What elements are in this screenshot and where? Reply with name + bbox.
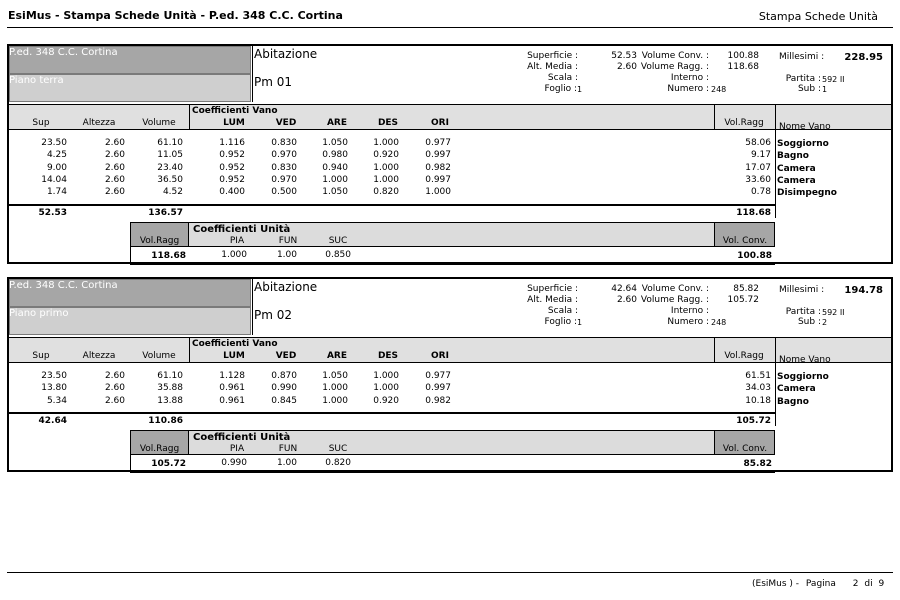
unit-value-volragg: 118.68: [151, 250, 186, 261]
row-altezza: 2.60: [104, 383, 125, 394]
millesimi-label: Millesimi :: [779, 285, 825, 295]
coeff-vano-title: Coefficienti Vano: [192, 106, 278, 116]
partita-label: Partita :: [785, 74, 821, 84]
row-des: 1.000: [373, 162, 399, 173]
unit-value-suc: 0.820: [325, 457, 351, 468]
unit-header-volragg: Vol.Ragg: [139, 235, 180, 246]
coeff-vano-divider: [189, 104, 190, 130]
row-ori: 0.977: [425, 371, 451, 381]
row-ved: 0.845: [271, 395, 297, 406]
millesimi-value: 228.95: [844, 52, 883, 63]
col-header-ved: VED: [275, 118, 297, 128]
col-header-des: DES: [377, 118, 399, 128]
info-label-volume_conv: Volume Conv. :: [641, 51, 709, 61]
pm-label: Pm 02: [254, 308, 293, 322]
info-value-numero: 248: [711, 318, 727, 327]
col-header-sup: Sup: [32, 118, 50, 128]
total-volragg: 118.68: [736, 207, 771, 218]
footer-app: (EsiMus ) -: [752, 579, 800, 589]
row-sup: 1.74: [46, 187, 67, 198]
unit-value-suc: 0.850: [325, 249, 351, 260]
row-are: 1.050: [322, 187, 348, 198]
row-ved: 0.500: [271, 187, 297, 198]
footer-page-label: Pagina: [805, 579, 836, 589]
partita-value: 592 II: [822, 75, 845, 84]
header-divider: [7, 27, 893, 28]
unit-header-fun: FUN: [278, 235, 298, 246]
row-des: 0.820: [373, 187, 399, 198]
unit-value-fun: 1.00: [276, 249, 297, 260]
row-des: 1.000: [373, 138, 399, 148]
info-label-interno: Interno :: [670, 73, 709, 83]
row-altezza: 2.60: [104, 162, 125, 173]
ped-label: P.ed. 348 C.C. Cortina: [9, 280, 118, 291]
unit-header-pia: PIA: [229, 443, 245, 454]
unit-value-volragg: 105.72: [151, 458, 186, 469]
row-des: 0.920: [373, 395, 399, 406]
footer-of-label: di: [864, 579, 873, 589]
col-header-nome-vano: Nome Vano: [779, 355, 831, 365]
row-ori: 0.982: [425, 395, 451, 406]
info-label-alt_media: Alt. Media :: [527, 295, 578, 305]
row-ori: 1.000: [425, 187, 451, 198]
info-label-volume_ragg: Volume Ragg. :: [640, 295, 709, 305]
row-are: 1.050: [322, 371, 348, 381]
row-ved: 0.830: [271, 138, 297, 148]
coeff-unita-title: Coefficienti Unità: [193, 223, 291, 235]
row-are: 1.000: [322, 395, 348, 406]
info-value-superficie: 52.53: [611, 51, 637, 61]
sub-value: 1: [822, 85, 828, 94]
partita-label: Partita :: [785, 307, 821, 317]
info-value-alt_media: 2.60: [616, 295, 637, 305]
unit-header-suc: SUC: [328, 235, 348, 246]
col-header-nome-vano: Nome Vano: [779, 122, 831, 132]
row-lum: 0.952: [219, 150, 245, 161]
col-header-ved: VED: [275, 351, 297, 361]
row-ori: 0.997: [425, 383, 451, 394]
report-title: EsiMus - Stampa Schede Unità - P.ed. 348 C.C. Cortina: [8, 9, 343, 22]
row-lum: 0.961: [219, 383, 245, 394]
info-value-volume_conv: 85.82: [733, 284, 759, 294]
row-volragg: 33.60: [745, 174, 771, 185]
col-header-volume: Volume: [142, 118, 176, 128]
info-value-foglio: 1: [577, 318, 583, 327]
info-label-superficie: Superficie :: [527, 51, 578, 61]
footer-total-pages: 9: [878, 579, 885, 589]
row-altezza: 2.60: [104, 395, 125, 406]
col-header-altezza: Altezza: [82, 351, 116, 361]
row-are: 1.000: [322, 383, 348, 394]
row-volume: 36.50: [157, 174, 183, 185]
volragg-divider: [714, 104, 715, 130]
totals-divider: [9, 204, 775, 206]
row-sup: 9.00: [46, 162, 67, 173]
info-label-superficie: Superficie :: [527, 284, 578, 294]
page-footer: [752, 580, 884, 589]
row-nome-vano: Disimpegno: [777, 188, 837, 199]
header-separator: [252, 279, 253, 335]
total-volume: 136.57: [148, 207, 183, 218]
row-altezza: 2.60: [104, 138, 125, 148]
info-label-foglio: Foglio :: [544, 84, 577, 94]
info-label-interno: Interno :: [670, 306, 709, 316]
row-ved: 0.970: [271, 174, 297, 185]
ped-label: P.ed. 348 C.C. Cortina: [9, 47, 118, 58]
total-volragg: 105.72: [736, 415, 771, 426]
row-nome-vano: Bagno: [777, 396, 809, 407]
row-volragg: 58.06: [745, 138, 771, 148]
row-des: 1.000: [373, 383, 399, 394]
total-volume: 110.86: [148, 415, 183, 426]
unit-card-body: [9, 46, 891, 262]
total-sup: 42.64: [38, 415, 67, 426]
row-volragg: 61.51: [745, 371, 771, 381]
row-sup: 5.34: [46, 395, 67, 406]
row-volume: 35.88: [157, 383, 183, 394]
info-value-volume_conv: 100.88: [727, 51, 759, 61]
sub-label: Sub :: [797, 317, 821, 327]
row-volume: 13.88: [157, 395, 183, 406]
partita-value: 592 II: [822, 308, 845, 317]
row-ved: 0.970: [271, 150, 297, 161]
coeff-unita-bottom: [130, 472, 775, 473]
row-are: 0.980: [322, 150, 348, 161]
volragg-divider: [714, 337, 715, 363]
unit-card-body: [9, 279, 891, 470]
row-nome-vano: Soggiorno: [777, 372, 829, 382]
row-des: 1.000: [373, 174, 399, 185]
row-altezza: 2.60: [104, 187, 125, 198]
row-volume: 11.05: [157, 150, 183, 161]
info-label-volume_conv: Volume Conv. :: [641, 284, 709, 294]
unit-header-pia: PIA: [229, 235, 245, 246]
col-header-volume: Volume: [142, 351, 176, 361]
col-header-altezza: Altezza: [82, 118, 116, 128]
row-are: 1.050: [322, 138, 348, 148]
millesimi-label: Millesimi :: [779, 52, 825, 62]
row-volragg: 0.78: [750, 187, 771, 198]
info-label-foglio: Foglio :: [544, 317, 577, 327]
millesimi-value: 194.78: [844, 285, 883, 296]
row-nome-vano: Camera: [777, 163, 816, 174]
unit-card: [7, 44, 893, 264]
unit-header-volconv: Vol. Conv.: [722, 235, 768, 246]
unit-value-volconv: 100.88: [737, 250, 772, 261]
unit-header-volconv: Vol. Conv.: [722, 443, 768, 454]
row-nome-vano: Camera: [777, 384, 816, 395]
coeff-vano-divider: [189, 337, 190, 363]
row-ori: 0.982: [425, 162, 451, 173]
row-lum: 0.952: [219, 174, 245, 185]
header-separator: [252, 46, 253, 102]
row-lum: 1.128: [219, 371, 245, 381]
row-sup: 23.50: [41, 371, 67, 381]
row-volragg: 34.03: [745, 383, 771, 394]
row-volragg: 10.18: [745, 395, 771, 406]
coeff-vano-title: Coefficienti Vano: [192, 339, 278, 349]
unit-card: [7, 277, 893, 472]
row-sup: 13.80: [41, 383, 67, 394]
nome-divider: [775, 337, 776, 426]
pm-label: Pm 01: [254, 75, 293, 89]
row-lum: 0.952: [219, 162, 245, 173]
col-header-volragg: Vol.Ragg: [724, 118, 764, 128]
info-value-numero: 248: [711, 85, 727, 94]
totals-divider: [9, 412, 775, 414]
total-sup: 52.53: [38, 207, 67, 218]
footer-page-number: 2: [852, 579, 859, 589]
row-volume: 61.10: [157, 138, 183, 148]
tipo-label: Abitazione: [254, 280, 318, 294]
col-header-are: ARE: [326, 351, 348, 361]
piano-label: Piano terra: [9, 75, 64, 86]
coeff-unita-title: Coefficienti Unità: [193, 431, 291, 443]
col-header-sup: Sup: [32, 351, 50, 361]
row-ori: 0.997: [425, 150, 451, 161]
row-nome-vano: Soggiorno: [777, 139, 829, 149]
col-header-ori: ORI: [431, 351, 449, 361]
unit-header-suc: SUC: [328, 443, 348, 454]
row-ori: 0.977: [425, 138, 451, 148]
info-label-volume_ragg: Volume Ragg. :: [640, 62, 709, 72]
unit-value-fun: 1.00: [276, 457, 297, 468]
row-ved: 0.830: [271, 162, 297, 173]
col-header-lum: LUM: [223, 118, 245, 128]
info-value-foglio: 1: [577, 85, 583, 94]
row-ori: 0.997: [425, 174, 451, 185]
row-lum: 1.116: [219, 138, 245, 148]
row-altezza: 2.60: [104, 174, 125, 185]
row-nome-vano: Camera: [777, 175, 816, 186]
unit-header-fun: FUN: [278, 443, 298, 454]
row-lum: 0.400: [219, 187, 245, 198]
row-lum: 0.961: [219, 395, 245, 406]
row-sup: 23.50: [41, 138, 67, 148]
col-header-ori: ORI: [431, 118, 449, 128]
row-volume: 4.52: [162, 187, 183, 198]
piano-label: Piano primo: [9, 308, 69, 319]
col-header-lum: LUM: [223, 351, 245, 361]
row-are: 0.940: [322, 162, 348, 173]
info-value-superficie: 42.64: [611, 284, 637, 294]
row-sup: 4.25: [46, 150, 67, 161]
row-volragg: 17.07: [745, 162, 771, 173]
row-des: 1.000: [373, 371, 399, 381]
row-volume: 61.10: [157, 371, 183, 381]
tipo-label: Abitazione: [254, 47, 318, 61]
col-header-volragg: Vol.Ragg: [724, 351, 764, 361]
row-altezza: 2.60: [104, 150, 125, 161]
info-label-scala: Scala :: [547, 73, 578, 83]
row-ved: 0.990: [271, 383, 297, 394]
row-ved: 0.870: [271, 371, 297, 381]
row-altezza: 2.60: [104, 371, 125, 381]
unit-value-volconv: 85.82: [743, 458, 772, 469]
col-header-des: DES: [377, 351, 399, 361]
report-section-title: Stampa Schede Unità: [758, 10, 878, 23]
row-volragg: 9.17: [750, 150, 771, 161]
sub-value: 2: [822, 318, 828, 327]
row-nome-vano: Bagno: [777, 151, 809, 162]
nome-divider: [775, 104, 776, 218]
unit-value-pia: 1.000: [221, 249, 247, 260]
row-des: 0.920: [373, 150, 399, 161]
info-value-volume_ragg: 118.68: [727, 62, 759, 72]
unit-value-pia: 0.990: [221, 457, 247, 468]
row-are: 1.000: [322, 174, 348, 185]
footer-divider: [7, 572, 893, 573]
info-label-scala: Scala :: [547, 306, 578, 316]
info-label-numero: Numero :: [667, 84, 709, 94]
unit-header-volragg: Vol.Ragg: [139, 443, 180, 454]
info-value-volume_ragg: 105.72: [727, 295, 759, 305]
info-label-numero: Numero :: [667, 317, 709, 327]
info-value-alt_media: 2.60: [616, 62, 637, 72]
info-label-alt_media: Alt. Media :: [527, 62, 578, 72]
coeff-unita-bottom: [130, 264, 775, 265]
sub-label: Sub :: [797, 84, 821, 94]
row-sup: 14.04: [41, 174, 67, 185]
col-header-are: ARE: [326, 118, 348, 128]
row-volume: 23.40: [157, 162, 183, 173]
